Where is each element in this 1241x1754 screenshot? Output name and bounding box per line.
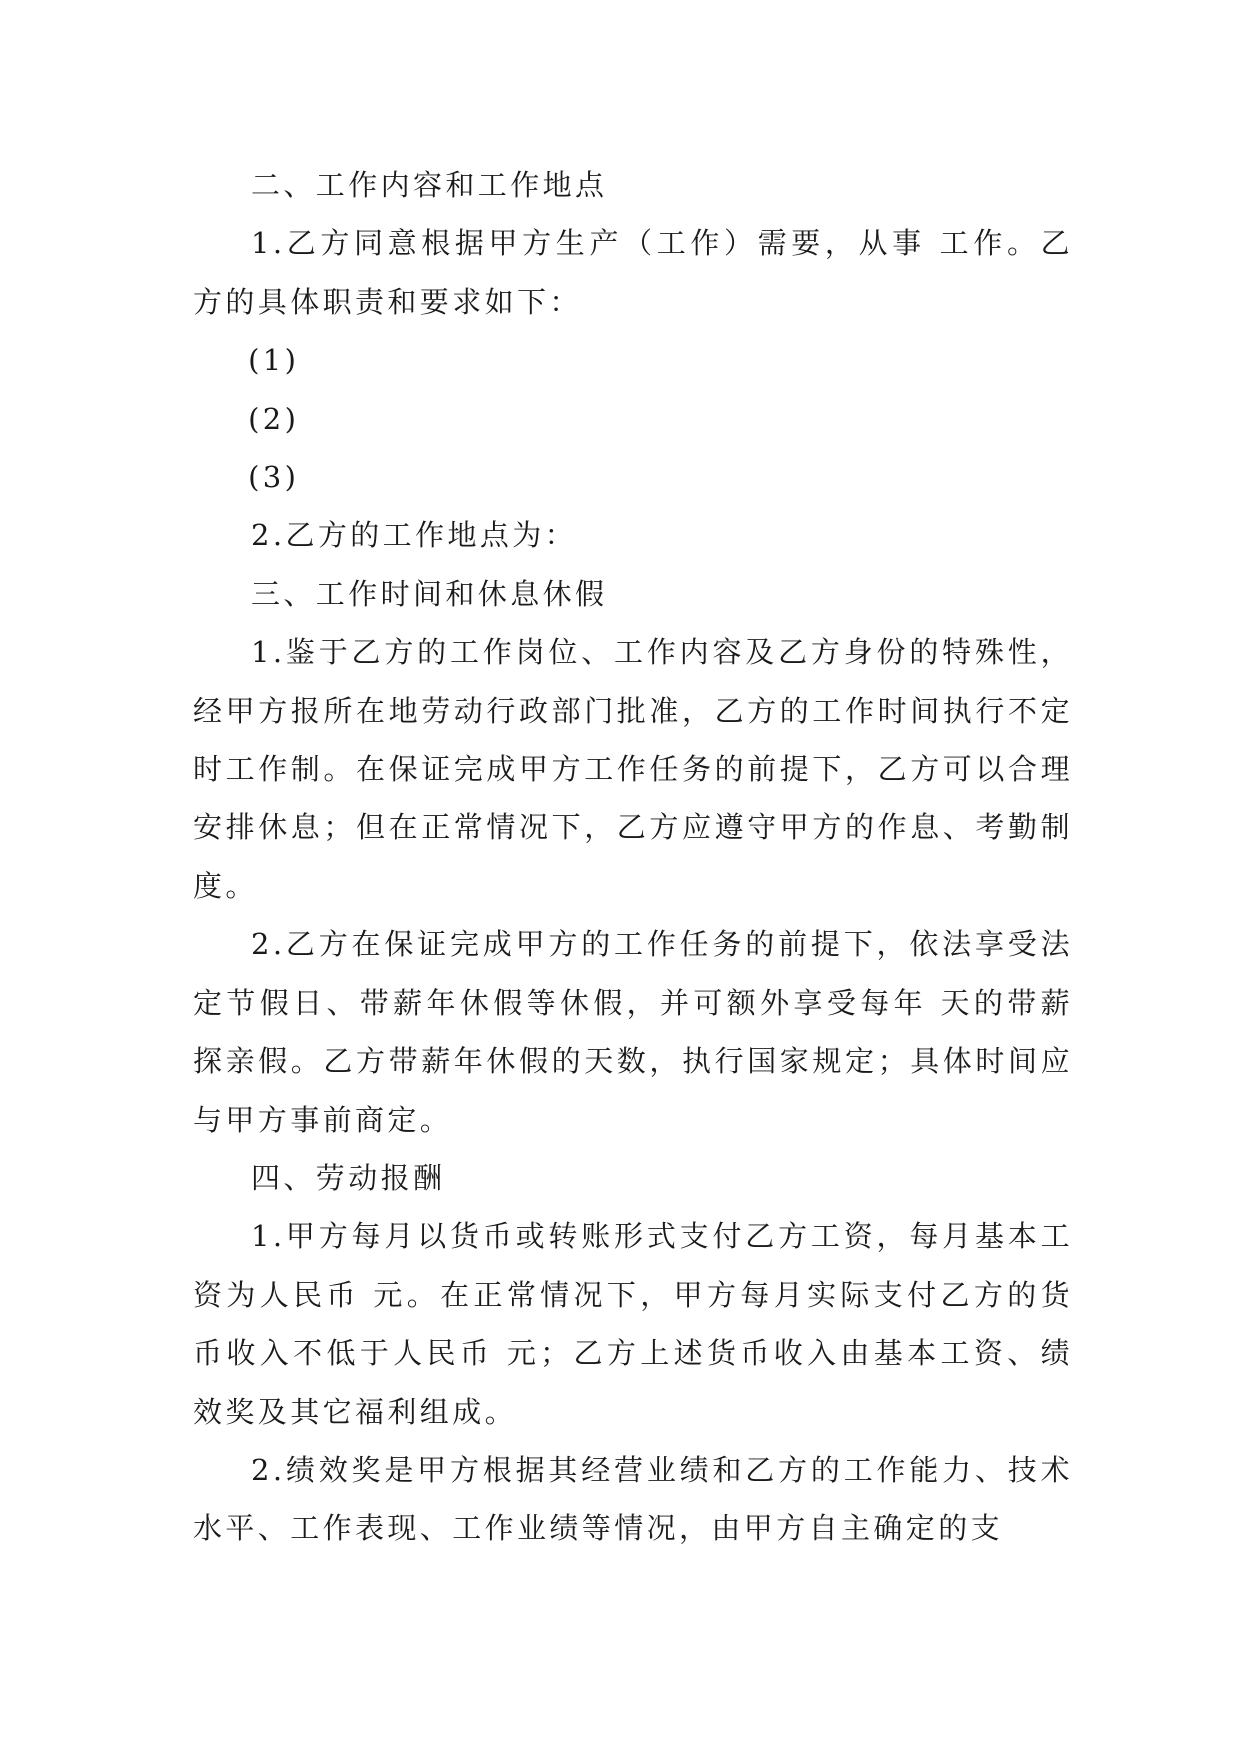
- document-body: [193, 156, 1073, 1558]
- section-heading-work-hours: 三、工作时间和休息休假: [251, 576, 608, 611]
- section-heading-remuneration: 四、劳动报酬: [251, 1160, 446, 1195]
- clause-flexible-hours: 1.鉴于乙方的工作岗位、工作内容及乙方身份的特殊性，经甲方报所在地劳动行政部门批准，乙方的工作时间执行不定时工作制。在保证完成甲方工作任务的前提下，乙方可以合理安排休息；但在正常情况下，乙方应遵守甲方的作息、考勤制度。: [193, 635, 1073, 903]
- duty-item-2: (2): [248, 401, 300, 436]
- clause-leave: 2.乙方在保证完成甲方的工作任务的前提下，依法享受法定节假日、带薪年休假等休假，并可额外享受每年 天的带薪探亲假。乙方带薪年休假的天数，执行国家规定；具体时间应与甲方事前商定。: [193, 927, 1073, 1137]
- duty-item-3: (3): [248, 460, 300, 495]
- section-heading-work-content: 二、工作内容和工作地点: [251, 168, 608, 202]
- duty-item-1: (1): [248, 343, 300, 378]
- clause-performance-bonus: 2.绩效奖是甲方根据其经营业绩和乙方的工作能力、技术水平、工作表现、工作业绩等情况，由甲方自主确定的支: [193, 1452, 1073, 1546]
- clause-salary: 1.甲方每月以货币或转账形式支付乙方工资，每月基本工资为人民币 元。在正常情况下，甲方每月实际支付乙方的货币收入不低于人民币 元；乙方上述货币收入由基本工资、绩效奖及其它福利组成。: [193, 1219, 1073, 1429]
- clause-work-location: 2.乙方的工作地点为：: [251, 518, 578, 553]
- clause-duties: 1.乙方同意根据甲方生产（工作）需要，从事 工作。乙方的具体职责和要求如下：: [193, 226, 1073, 319]
